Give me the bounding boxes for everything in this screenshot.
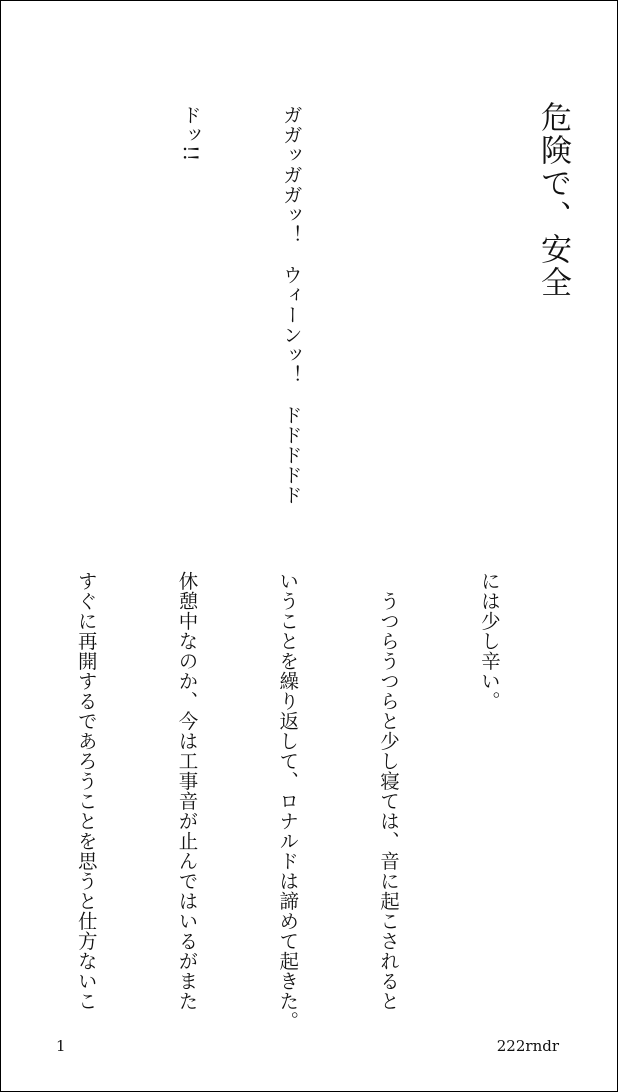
text-line: すぐに再開するであろうことを思うと仕方ないこ xyxy=(74,571,98,1011)
text-line: ガガッガガッ！ ウィーンッ！ ドドドドド xyxy=(279,105,303,505)
text-line xyxy=(0,571,2,1011)
story-title: 危険で、安全 xyxy=(535,101,571,299)
text-line: いうことを繰り返して、ロナルドは諦めて起きた。 xyxy=(276,571,300,1031)
text-line: には少し辛い。 xyxy=(477,571,501,711)
body-text-upper xyxy=(0,105,375,535)
text-line: 休憩中なのか、今は工事音が止んではいるがまた xyxy=(175,571,199,1011)
author-name: 222rndr xyxy=(496,1037,559,1055)
text-line: うつらうつらと少し寝ては、音に起こされると xyxy=(377,571,401,1011)
text-line xyxy=(73,105,107,535)
text-line: ドッ!! xyxy=(179,105,203,162)
body-text-lower xyxy=(0,571,573,1031)
page-number: 1 xyxy=(56,1037,66,1055)
text-line xyxy=(0,105,5,535)
